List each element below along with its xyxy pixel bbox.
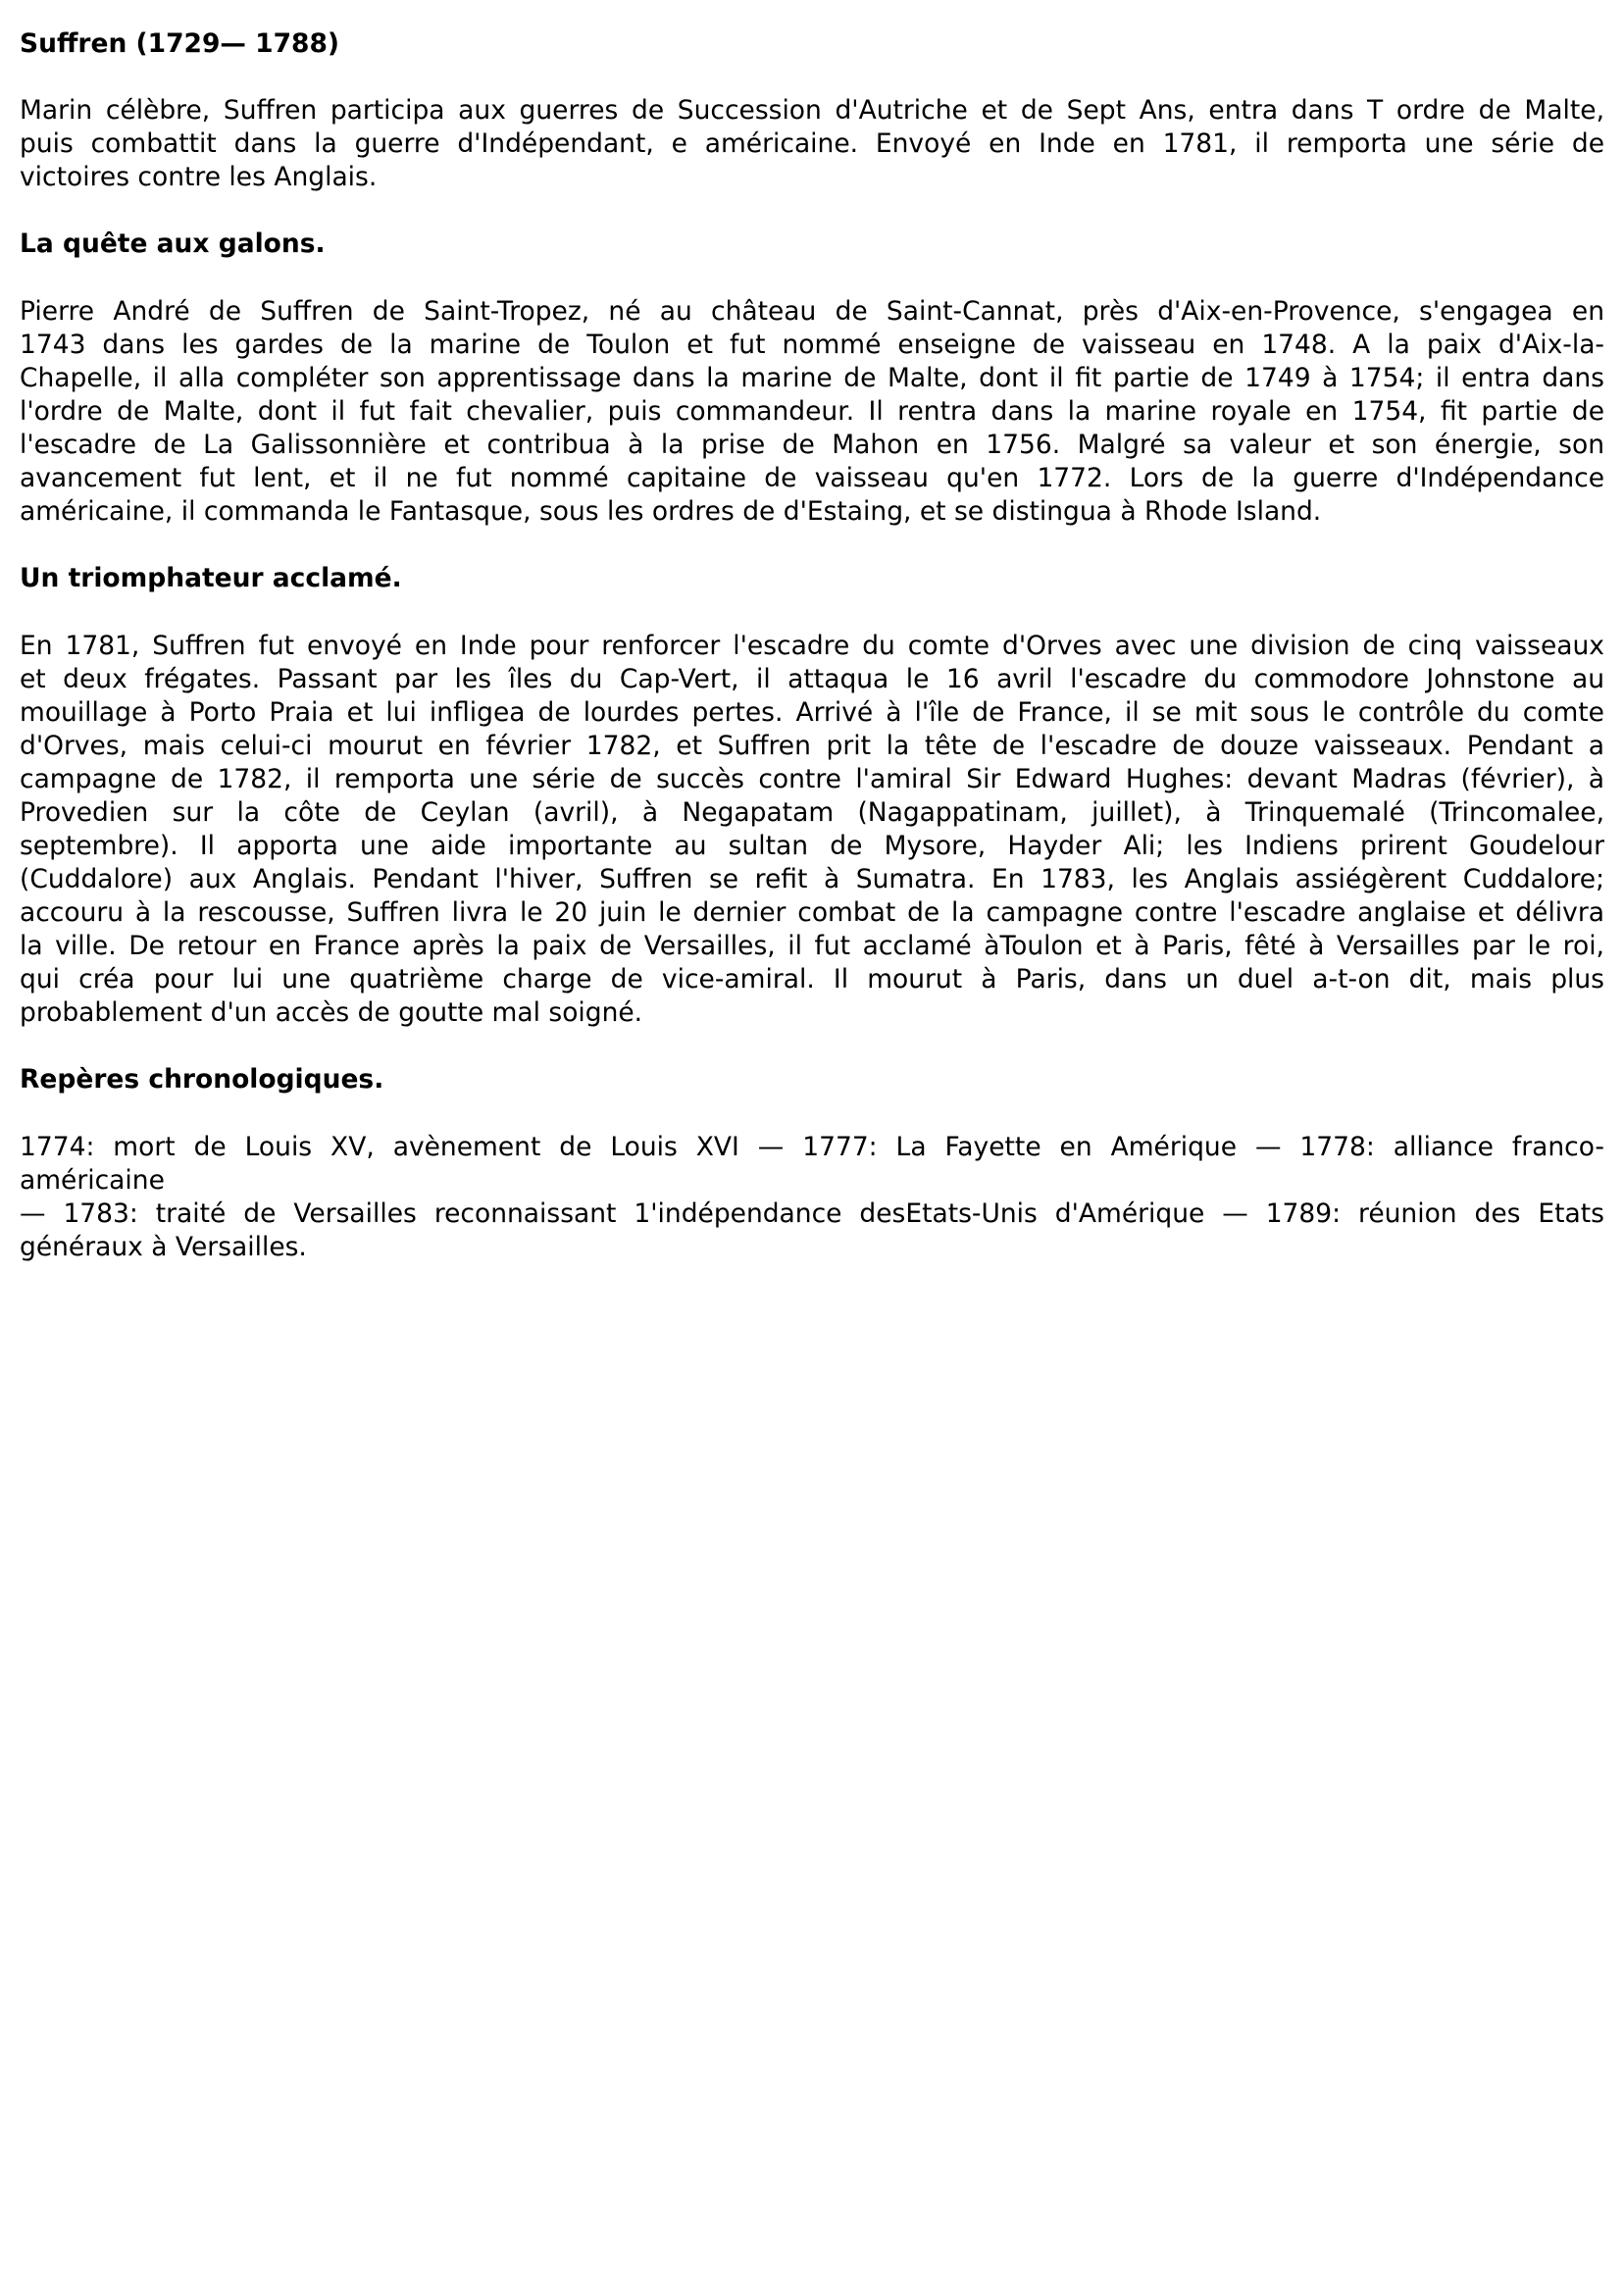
paragraph-line: Pierre André de Suffren de Saint-Tropez, né au château de Saint-Cannat, près d'Aix-en-Provence, s'engagea en (20, 296, 1604, 327)
section-heading-reperes: Repères chronologiques. (20, 1064, 384, 1095)
spacer (20, 595, 1604, 630)
paragraph-line: généraux à Versailles. (20, 1232, 307, 1262)
paragraph-line: En 1781, Suffren fut envoyé en Inde pour renforcer l'escadre du comte d'Orves avec une division de cinq vaisseaux (20, 631, 1604, 661)
paragraph-line: la ville. De retour en France après la paix de Versailles, il fut acclamé àToulon et à Paris, fêté à Versailles par le roi, (20, 931, 1604, 961)
paragraph-line: et deux frégates. Passant par les îles du Cap-Vert, il attaqua le 16 avril l'escadre du commodore Johnstone au (20, 664, 1604, 694)
paragraph-line: mouillage à Porto Praia et lui infligea de lourdes pertes. Arrivé à l'île de France, il se mit sous le contrôle du comte (20, 697, 1604, 728)
intro-line: Marin célèbre, Suffren participa aux guerres de Succession d'Autriche et de Sept Ans, entra dans T ordre de Malte, (20, 95, 1604, 126)
section-heading-galons: La quête aux galons. (20, 229, 326, 259)
paragraph-line: (Cuddalore) aux Anglais. Pendant l'hiver, Suffren se refit à Sumatra. En 1783, les Anglais assiégèrent Cuddalore; (20, 864, 1604, 894)
paragraph-line: l'ordre de Malte, dont il fut fait chevalier, puis commandeur. Il rentra dans la marine royale en 1754, fit partie de (20, 396, 1604, 427)
document-title: Suffren (1729— 1788) (20, 28, 340, 59)
intro-paragraph (20, 94, 1604, 194)
spacer (20, 529, 1604, 562)
document-page (20, 27, 1604, 1264)
paragraph-line: campagne de 1782, il remporta une série de succès contre l'amiral Sir Edward Hughes: devant Madras (février), à (20, 764, 1604, 794)
section-heading-triomphateur: Un triomphateur acclamé. (20, 563, 402, 593)
paragraph-line: 1743 dans les gardes de la marine de Toulon et fut nommé enseigne de vaisseau en 1748. A la paix d'Aix-la- (20, 330, 1604, 360)
paragraph-line: — 1783: traité de Versailles reconnaissant 1'indépendance desEtats-Unis d'Amérique — 1789: réunion des Etats (20, 1198, 1604, 1229)
intro-line: puis combattit dans la guerre d'Indépendant, e américaine. Envoyé en Inde en 1781, il remporta une série de (20, 128, 1604, 159)
spacer (20, 1030, 1604, 1063)
paragraph-line: d'Orves, mais celui-ci mourut en février 1782, et Suffren prit la tête de l'escadre de douze vaisseaux. Pendant a (20, 731, 1604, 761)
paragraph-line: Chapelle, il alla compléter son apprentissage dans la marine de Malte, dont il fit partie de 1749 à 1754; il entra dans (20, 363, 1604, 393)
paragraph-line: septembre). Il apporta une aide importante au sultan de Mysore, Hayder Ali; les Indiens prirent Goudelour (20, 831, 1604, 861)
paragraph-line: Provedien sur la côte de Ceylan (avril), à Negapatam (Nagappatinam, juillet), à Trinquemalé (Trincomalee, (20, 797, 1604, 828)
spacer (20, 61, 1604, 94)
paragraph-line: 1774: mort de Louis XV, avènement de Louis XVI — 1777: La Fayette en Amérique — 1778: alliance franco- (20, 1132, 1604, 1162)
spacer (20, 261, 1604, 295)
paragraph-line: l'escadre de La Galissonnière et contribua à la prise de Mahon en 1756. Malgré sa valeur et son énergie, son (20, 430, 1604, 460)
paragraph-line: avancement fut lent, et il ne fut nommé capitaine de vaisseau qu'en 1772. Lors de la guerre d'Indépendance (20, 463, 1604, 493)
paragraph-line: qui créa pour lui une quatrième charge de vice-amiral. Il mourut à Paris, dans un duel a-t-on dit, mais plus (20, 964, 1604, 994)
spacer (20, 1096, 1604, 1131)
paragraph-line: probablement d'un accès de goutte mal soigné. (20, 997, 643, 1028)
section-paragraph-reperes (20, 1131, 1604, 1264)
spacer (20, 194, 1604, 228)
section-paragraph-galons (20, 295, 1604, 529)
section-paragraph-triomphateur (20, 630, 1604, 1030)
intro-line: victoires contre les Anglais. (20, 162, 378, 192)
paragraph-line: américaine, il commanda le Fantasque, sous les ordres de d'Estaing, et se distingua à Rhode Island. (20, 496, 1322, 527)
paragraph-line: américaine (20, 1165, 165, 1196)
paragraph-line: accouru à la rescousse, Suffren livra le 20 juin le dernier combat de la campagne contre l'escadre anglaise et délivra (20, 897, 1604, 928)
